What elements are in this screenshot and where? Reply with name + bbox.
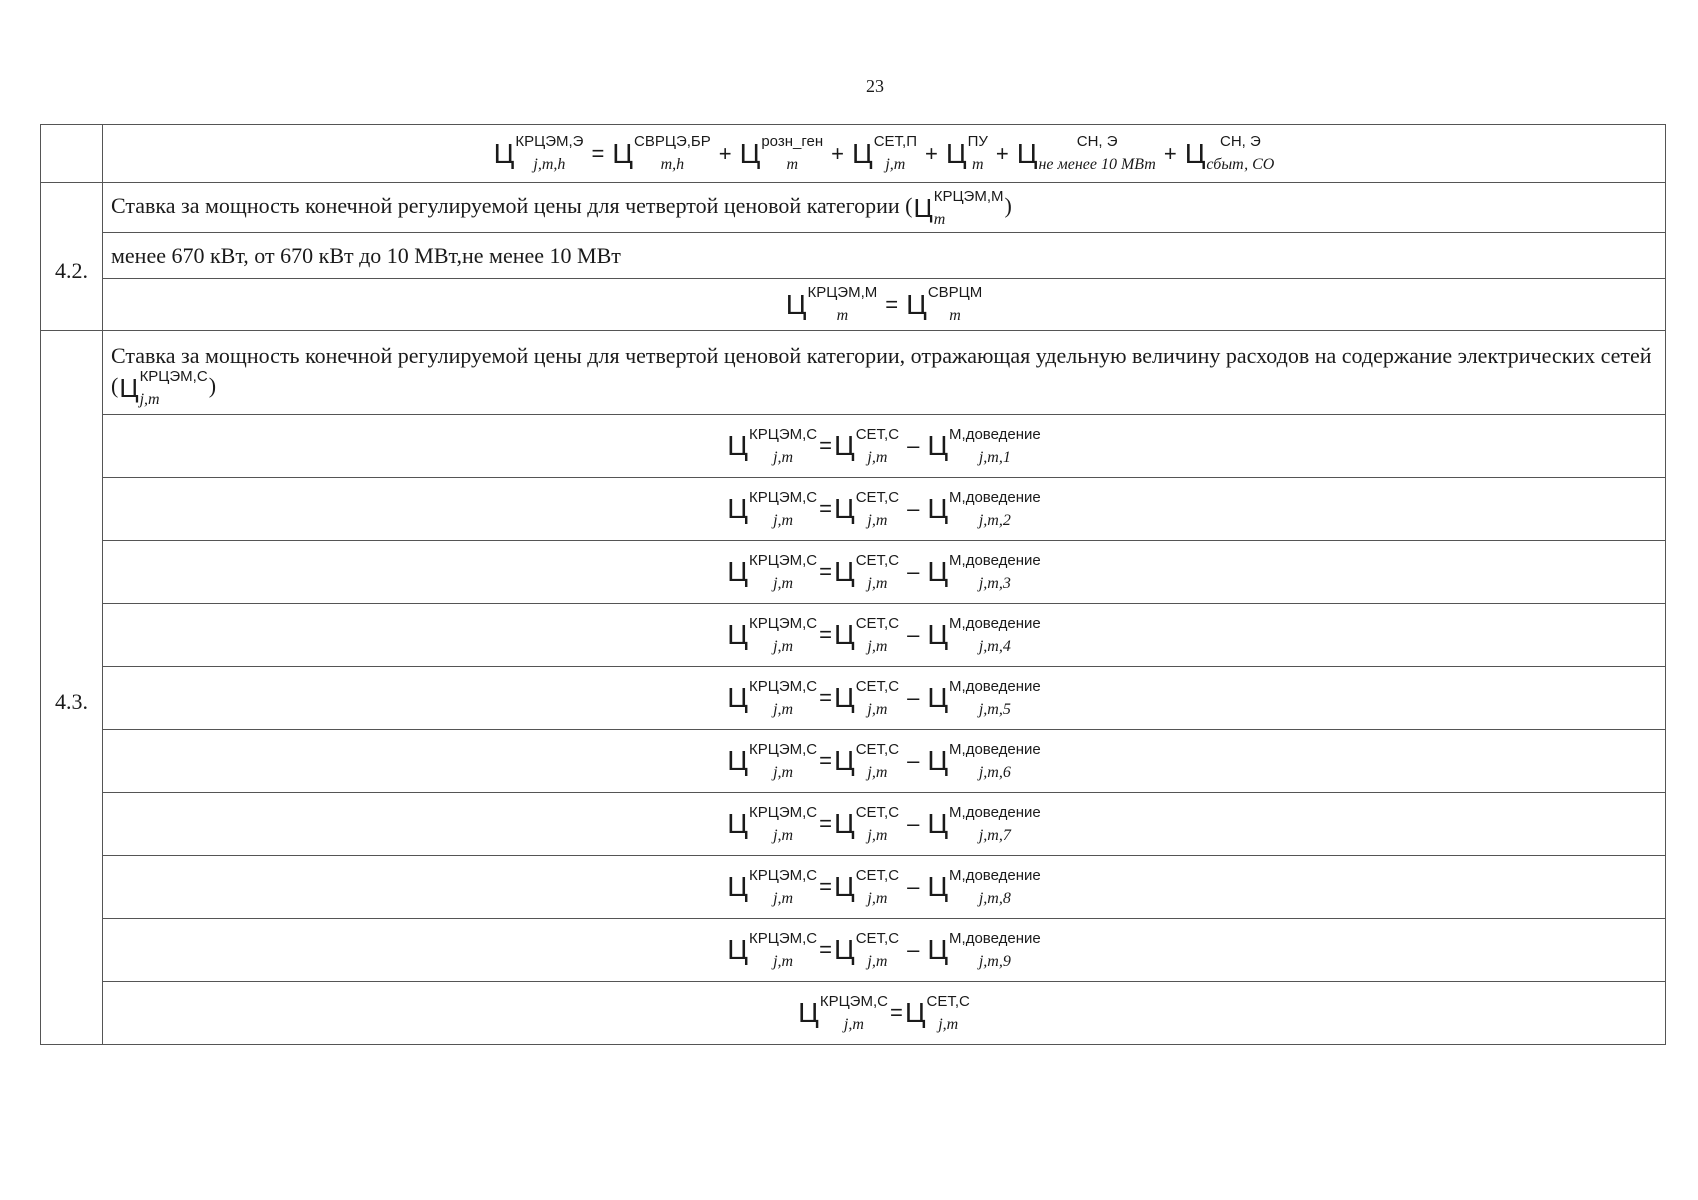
symbol-base: Ц: [727, 682, 749, 713]
symbol-subscript: j,m: [139, 390, 160, 408]
page-number: 23: [866, 76, 884, 96]
symbol-scripts: [749, 551, 818, 592]
formula-lhs: [727, 677, 818, 718]
table-row-formula: [41, 541, 1666, 604]
symbol-superscript: КРЦЭМ,С: [749, 488, 818, 506]
formula-lhs: [727, 929, 818, 970]
symbol-base: Ц: [927, 430, 949, 461]
formula-operator: –: [907, 874, 920, 899]
symbol-subscript: j,m,6: [978, 763, 1011, 781]
title-symbol: [118, 367, 208, 408]
table-row-formula: [41, 667, 1666, 730]
symbol-subscript: j,m,8: [978, 889, 1011, 907]
symbol-subscript: j,m: [867, 952, 888, 970]
symbol-base: Ц: [834, 430, 855, 461]
symbol-scripts: [749, 488, 818, 529]
symbol-base: Ц: [727, 556, 749, 587]
symbol-superscript: ПУ: [967, 133, 988, 150]
formula-operator: –: [907, 937, 920, 962]
symbol-superscript: М,доведение: [949, 740, 1041, 758]
symbol-scripts: [926, 992, 970, 1033]
table-row-4-3-title: [41, 331, 1666, 415]
symbol-base: Ц: [834, 682, 855, 713]
formula-4-3-7: [726, 803, 1041, 844]
table-row-formula: [41, 478, 1666, 541]
table-row-formula: [41, 604, 1666, 667]
symbol-superscript: М,доведение: [949, 488, 1041, 506]
formula-operator: =: [591, 140, 605, 166]
formula-rhs-2: [927, 551, 1041, 592]
formula-operator: +: [925, 140, 938, 166]
title-close: ): [1004, 193, 1012, 219]
formula-4-3-1: [726, 425, 1041, 466]
symbol-superscript: СЕТ,С: [855, 488, 900, 506]
formula-rhs-2: [927, 614, 1041, 655]
symbol-subscript: j,m,3: [978, 574, 1011, 592]
formula-lhs: [727, 803, 818, 844]
symbol-superscript: КРЦЭМ,Э: [515, 133, 584, 150]
formula-rhs-2: [927, 866, 1041, 907]
formula-4-3-6: [726, 740, 1041, 781]
symbol-superscript: СЕТ,С: [926, 992, 970, 1010]
symbol-superscript: розн_ген: [761, 133, 824, 150]
table-row-4-1-formula: [41, 125, 1666, 183]
symbol-subscript: j,m: [773, 826, 794, 844]
formula-operator: =: [819, 874, 832, 899]
symbol-subscript: j,m: [773, 952, 794, 970]
formula-4-1: [493, 133, 1276, 173]
formula-cell: [103, 541, 1666, 604]
formula-4-3-2: [726, 488, 1041, 529]
symbol-subscript: m: [949, 307, 961, 324]
symbol-scripts: [855, 677, 900, 718]
formula-lhs: [727, 614, 818, 655]
table-row-4-2-formula: [41, 279, 1666, 331]
symbol-base: Ц: [727, 619, 749, 650]
formula-cell: [103, 730, 1666, 793]
title-symbol: [912, 187, 1004, 228]
symbol-base: Ц: [834, 493, 855, 524]
symbol-superscript: М,доведение: [949, 614, 1041, 632]
table-row-formula: [41, 856, 1666, 919]
symbol-subscript: j,m: [773, 448, 794, 466]
symbol-scripts: [749, 614, 818, 655]
table-row-formula: [41, 730, 1666, 793]
formula-4-2: [785, 284, 984, 324]
section-title-4-3: [103, 331, 1666, 415]
symbol-superscript: КРЦЭМ,С: [749, 614, 818, 632]
symbol-superscript: КРЦЭМ,С: [749, 929, 818, 947]
symbol-scripts: [949, 425, 1041, 466]
symbol-scripts: [1206, 133, 1275, 173]
section-title-text: Ставка за мощность конечной регулируемой цены для четвертой ценовой категории (: [111, 193, 913, 219]
symbol-subscript: j,m,7: [978, 826, 1011, 844]
symbol-subscript: j,m: [773, 574, 794, 592]
price-symbol: [1016, 133, 1156, 173]
section-number-label: 4.3.: [55, 688, 88, 714]
symbol-superscript: СЕТ,С: [855, 677, 900, 695]
symbol-scripts: [749, 929, 818, 970]
title-close: ): [208, 373, 217, 399]
symbol-scripts: [855, 425, 900, 466]
symbol-scripts: [139, 367, 208, 408]
formula-cell: [103, 125, 1666, 183]
symbol-scripts: [855, 929, 900, 970]
price-symbol: [945, 133, 988, 173]
symbol-scripts: [855, 740, 900, 781]
symbol-base: Ц: [852, 137, 873, 169]
formula-operator: =: [819, 559, 832, 584]
symbol-superscript: КРЦЭМ,С: [749, 551, 818, 569]
symbol-scripts: [873, 133, 918, 173]
symbol-scripts: [855, 866, 900, 907]
symbol-superscript: КРЦЭМ,С: [749, 677, 818, 695]
formula-operator: +: [995, 140, 1009, 166]
formula-operator: –: [907, 433, 920, 458]
price-symbol: [493, 133, 584, 173]
formula-lhs: [727, 740, 818, 781]
formula-operator: +: [718, 140, 732, 166]
formula-4-3-3: [726, 551, 1041, 592]
symbol-subscript: j,m: [938, 1015, 959, 1033]
symbol-scripts: [1038, 133, 1156, 173]
formula-4-3-8: [726, 866, 1041, 907]
symbol-base: Ц: [798, 997, 819, 1028]
formula-cell: [103, 793, 1666, 856]
formula-operator: –: [907, 811, 920, 836]
symbol-superscript: КРЦЭМ,С: [749, 425, 818, 443]
symbol-base: Ц: [834, 934, 855, 965]
symbol-scripts: [749, 740, 818, 781]
symbol-subscript: j,m: [867, 574, 888, 592]
symbol-scripts: [515, 133, 584, 173]
symbol-scripts: [949, 803, 1041, 844]
symbol-subscript: j,m,5: [978, 700, 1011, 718]
formula-lhs: [727, 551, 818, 592]
number-cell-empty: [41, 125, 103, 183]
symbol-subscript: j,m: [773, 700, 794, 718]
formula-operator: –: [907, 559, 920, 584]
symbol-scripts: [967, 133, 988, 173]
formula-operator: –: [907, 496, 920, 521]
table-row-4-2-subtitle: [41, 233, 1666, 279]
formula-lhs: [798, 992, 888, 1033]
table-row-formula: [41, 415, 1666, 478]
formula-rhs-1: [834, 929, 900, 970]
symbol-superscript: СЕТ,С: [855, 614, 900, 632]
formula-4-3-9: [726, 929, 1041, 970]
formula-operator: +: [831, 140, 844, 166]
symbol-superscript: СЕТ,С: [855, 803, 900, 821]
symbol-scripts: [761, 133, 824, 173]
symbol-superscript: СЕТ,С: [855, 929, 900, 947]
symbol-base: Ц: [727, 493, 749, 524]
section-number-4-3: [41, 331, 103, 1045]
symbol-subscript: j,m: [773, 763, 794, 781]
symbol-scripts: [634, 133, 711, 173]
formula-4-3-4: [726, 614, 1041, 655]
symbol-base: Ц: [834, 745, 855, 776]
symbol-base: Ц: [927, 745, 949, 776]
formula-operator: =: [885, 291, 899, 317]
formula-cell: [103, 856, 1666, 919]
formula-cell: [103, 279, 1666, 331]
symbol-scripts: [749, 677, 818, 718]
symbol-base: Ц: [493, 137, 515, 169]
symbol-base: Ц: [119, 373, 139, 404]
formula-rhs-1: [834, 551, 900, 592]
symbol-base: Ц: [927, 493, 949, 524]
formula-operator: =: [819, 748, 832, 773]
symbol-base: Ц: [927, 682, 949, 713]
formula-operator: =: [819, 496, 832, 521]
symbol-subscript: j,m,9: [978, 952, 1011, 970]
symbol-scripts: [855, 488, 900, 529]
symbol-subscript: j,m: [867, 637, 888, 655]
symbol-scripts: [927, 284, 983, 324]
symbol-base: Ц: [612, 137, 634, 169]
formula-operator: –: [907, 748, 920, 773]
formula-lhs: [727, 866, 818, 907]
formula-operator: =: [819, 685, 832, 710]
symbol-scripts: [949, 929, 1041, 970]
symbol-superscript: М,доведение: [949, 803, 1041, 821]
symbol-base: Ц: [927, 808, 949, 839]
formula-rhs: [906, 284, 983, 324]
symbol-scripts: [749, 425, 818, 466]
symbol-subscript: j,m: [867, 826, 888, 844]
symbol-subscript: m: [786, 156, 799, 173]
symbol-superscript: М,доведение: [949, 677, 1041, 695]
formula-operator: –: [907, 622, 920, 647]
symbol-base: Ц: [834, 808, 855, 839]
symbol-base: Ц: [739, 137, 761, 169]
symbol-scripts: [807, 284, 878, 324]
symbol-base: Ц: [1184, 137, 1206, 169]
formula-4-3-final: [797, 992, 971, 1033]
symbol-subscript: j,m: [867, 448, 888, 466]
symbol-superscript: КРЦЭМ,С: [819, 992, 888, 1010]
symbol-superscript: СЕТ,С: [855, 740, 900, 758]
symbol-base: Ц: [727, 430, 749, 461]
symbol-superscript: СВРЦМ: [927, 284, 983, 301]
symbol-superscript: М,доведение: [949, 866, 1041, 884]
formula-cell: [103, 478, 1666, 541]
formula-rhs-2: [927, 929, 1041, 970]
symbol-superscript: СН, Э: [1076, 133, 1118, 150]
symbol-subscript: j,m,h: [533, 156, 566, 173]
symbol-superscript: М,доведение: [949, 425, 1041, 443]
formula-rhs-1: [834, 803, 900, 844]
symbol-base: Ц: [727, 934, 749, 965]
symbol-base: Ц: [927, 619, 949, 650]
formula-lhs: [727, 488, 818, 529]
formula-rhs-1: [834, 425, 900, 466]
formula-cell: [103, 415, 1666, 478]
symbol-subscript: j,m: [867, 889, 888, 907]
symbol-superscript: КРЦЭМ,С: [749, 803, 818, 821]
symbol-base: Ц: [904, 997, 926, 1028]
section-number-4-2: [41, 183, 103, 331]
symbol-scripts: [949, 614, 1041, 655]
symbol-superscript: М,доведение: [949, 929, 1041, 947]
formula-lhs: [727, 425, 818, 466]
formula-cell: [103, 919, 1666, 982]
symbol-base: Ц: [727, 745, 749, 776]
symbol-scripts: [933, 187, 1004, 228]
formula-lhs: [785, 284, 878, 324]
formula-rhs-2: [927, 740, 1041, 781]
symbol-scripts: [855, 551, 900, 592]
formula-rhs-1: [834, 614, 900, 655]
symbol-scripts: [819, 992, 888, 1033]
symbol-scripts: [949, 551, 1041, 592]
symbol-scripts: [749, 866, 818, 907]
formula-rhs-2: [927, 677, 1041, 718]
symbol-base: Ц: [727, 808, 749, 839]
section-title-text: Ставка за мощность конечной регулируемой цены для четвертой ценовой категории, отражающая удельную величину расходов на содержание электрических сетей (: [111, 343, 1652, 399]
table-row-formula: [41, 793, 1666, 856]
symbol-subscript: j,m: [867, 511, 888, 529]
formula-rhs-2: [927, 425, 1041, 466]
symbol-base: Ц: [945, 137, 967, 169]
title-price-symbol: [913, 187, 1004, 228]
symbol-scripts: [855, 803, 900, 844]
formula-cell: [103, 667, 1666, 730]
symbol-subscript: j,m,2: [978, 511, 1011, 529]
symbol-superscript: СЕТ,С: [855, 551, 900, 569]
symbol-subscript: j,m: [843, 1015, 864, 1033]
symbol-base: Ц: [785, 288, 807, 320]
symbol-base: Ц: [906, 288, 927, 320]
symbol-superscript: КРЦЭМ,С: [749, 740, 818, 758]
symbol-scripts: [855, 614, 900, 655]
formula-operator: =: [819, 433, 832, 458]
symbol-superscript: КРЦЭМ,М: [933, 187, 1004, 205]
symbol-superscript: СЕТ,С: [855, 425, 900, 443]
section-subtitle-text: менее 670 кВт, от 670 кВт до 10 МВт,не менее 10 МВт: [111, 242, 621, 268]
section-number-label: 4.2.: [55, 257, 88, 283]
formula-4-3-5: [726, 677, 1041, 718]
symbol-subscript: j,m,1: [978, 448, 1011, 466]
table-row-formula-final: [41, 982, 1666, 1045]
symbol-scripts: [949, 488, 1041, 529]
symbol-base: Ц: [927, 934, 949, 965]
symbol-subscript: m: [836, 307, 849, 324]
symbol-subscript: j,m: [773, 637, 794, 655]
formula-operator: –: [907, 685, 920, 710]
symbol-scripts: [949, 740, 1041, 781]
symbol-superscript: М,доведение: [949, 551, 1041, 569]
formula-rhs-2: [927, 488, 1041, 529]
symbol-superscript: КРЦЭМ,С: [139, 367, 208, 385]
symbol-subscript: j,m,4: [978, 637, 1011, 655]
formula-cell: [103, 604, 1666, 667]
symbol-subscript: сбыт, СО: [1206, 156, 1275, 173]
symbol-superscript: СЕТ,С: [855, 866, 900, 884]
symbol-base: Ц: [727, 871, 749, 902]
price-symbol: [1184, 133, 1275, 173]
formula-rhs-1: [834, 488, 900, 529]
formula-cell: [103, 982, 1666, 1045]
formula-rhs-1: [834, 866, 900, 907]
symbol-subscript: m: [971, 156, 984, 173]
symbol-subscript: m,h: [660, 156, 685, 173]
tariff-table: [40, 124, 1666, 1045]
price-symbol: [852, 133, 918, 173]
formula-rhs-1: [834, 677, 900, 718]
symbol-subscript: не менее 10 МВт: [1038, 156, 1156, 173]
symbol-superscript: СВРЦЭ,БР: [634, 133, 711, 150]
symbol-subscript: j,m: [885, 156, 906, 173]
symbol-superscript: КРЦЭМ,С: [749, 866, 818, 884]
section-title-4-2: [103, 183, 1666, 233]
symbol-subscript: j,m: [773, 889, 794, 907]
symbol-scripts: [949, 677, 1041, 718]
symbol-base: Ц: [927, 556, 949, 587]
formula-operator: =: [819, 622, 832, 647]
section-subtitle-4-2: [103, 233, 1666, 279]
symbol-base: Ц: [834, 556, 855, 587]
symbol-subscript: m: [933, 210, 946, 228]
symbol-base: Ц: [1016, 137, 1038, 169]
symbol-superscript: СЕТ,П: [873, 133, 918, 150]
title-price-symbol: [119, 367, 208, 408]
symbol-superscript: КРЦЭМ,М: [807, 284, 878, 301]
formula-rhs-2: [927, 803, 1041, 844]
table-row-4-2-title: [41, 183, 1666, 233]
formula-operator: =: [819, 811, 832, 836]
symbol-subscript: j,m: [867, 700, 888, 718]
price-symbol: [612, 133, 711, 173]
formula-rhs-1: [834, 740, 900, 781]
symbol-scripts: [749, 803, 818, 844]
formula-operator: +: [1163, 140, 1177, 166]
price-symbol: [739, 133, 824, 173]
symbol-subscript: j,m: [773, 511, 794, 529]
formula-rhs: [904, 992, 970, 1033]
symbol-scripts: [949, 866, 1041, 907]
formula-operator: =: [819, 937, 832, 962]
symbol-superscript: СН, Э: [1219, 133, 1261, 150]
symbol-base: Ц: [834, 871, 855, 902]
symbol-subscript: j,m: [867, 763, 888, 781]
table-row-formula: [41, 919, 1666, 982]
symbol-base: Ц: [834, 619, 855, 650]
formula-operator: =: [889, 1000, 903, 1025]
symbol-base: Ц: [927, 871, 949, 902]
symbol-base: Ц: [913, 193, 933, 224]
